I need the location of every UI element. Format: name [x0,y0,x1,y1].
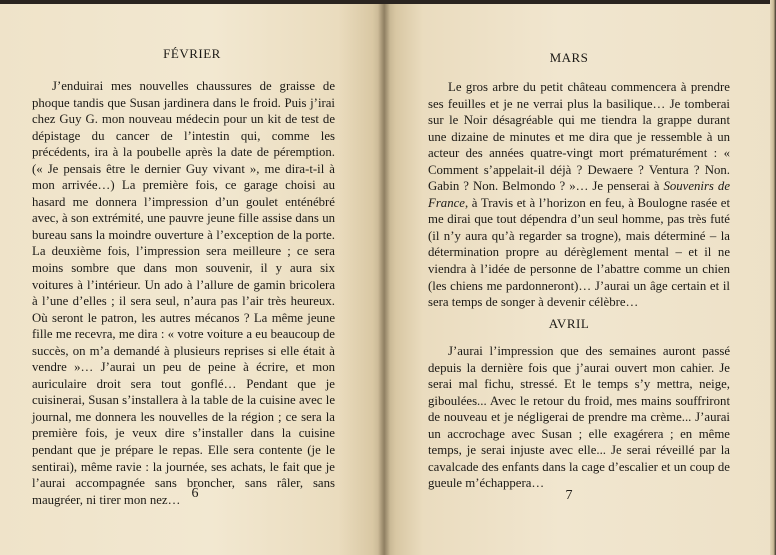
left-page [0,0,384,555]
march-italic-title: Souvenirs de France [428,179,730,210]
march-text-start: Le gros arbre du petit château commencera à prendre ses feuilles et je ne verrai plus la basilique… Je tomberai sur le Noir désagréable qui me tiendra la grappe durant une dizaine de minutes et me dira que je ressemble à un acteur des années quatre-vingt mort prématurément : « Comment s’appelait-il déjà ? Dewaere ? Ventura ? Non. Gabin ? Non. Belmondo ? »… Je penserai à [428,80,730,194]
right-edge-shadow [770,0,776,555]
april-subheader: AVRIL [548,316,590,331]
left-page-body [32,78,335,508]
left-page-header: FÉVRIER [163,46,221,61]
right-page [384,0,776,555]
march-text-end: , à Travis et à l’horizon en feu, à Boulogne rasée et me dirai que tout dépendra d’un seul homme, pas très futé (il n’y aura qu’à regarder sa trogne), mais déterminé – la détermination propre au dérèglement mental – et il ne viendra à l’idée de personne de l’abattre comme un chien (les chiens me pardonneront)… J’aurai un âge certain et il sera temps de songer à devenir célèbre… [428,195,730,310]
right-page-body-april [428,343,730,492]
top-edge-shadow [0,0,776,4]
book-gutter-shadow [378,0,390,555]
right-page-body-march [428,79,730,311]
march-paragraph [428,79,730,311]
left-page-paragraph: J’enduirai mes nouvelles chaussures de graisse de phoque tandis que Susan jardinera dans le froid. Puis j’irai chez Guy G. mon nouveau médecin pour un kit de test de dépistage du cancer de l’intestin qui, comme les précédents, ira à la poubelle après la date de péremption. (« Je pensais être le dernier Guy vivant », me dira-t-il à mon arrivée…) La première fois, ce garage choisi au hasard me donnera l’impression d’un goulet enténébré avec, à son extrémité, une pauvre jeune fille assise dans un bureau sans la moindre ouverture à l’exception de la porte. La deuxième fois, l’impression sera meilleure ; ce sera moins sombre que dans mon souvenir, il y aura six voitures à l’intérieur. Un ado à l’allure de gamin bricolera à l’une d’elles ; il sera seul, n’aura pas l’air très heureux. Où seront le patron, les autres mécanos ? La même jeune fille me recevra, me dira : « votre voiture a eu beaucoup de succès, on m’a demandé à plusieurs reprises si elle était à vendre »… J’aurai un peu de peine à écrire, et mon auriculaire droit sera tout gonflé… Pendant que je cuisinerai, Susan s’installera à la table de la cuisine avec le journal, me donnera les nouvelles de la région ; ce sera la première fois, je veux dire s’installer dans la cuisine pendant que je prépare le repas. Elle sera contente (je le sentirai), même ravie : la journée, ses achats, le fait que je l’aurai accompagnée sans broncher, sans râler, sans maugréer, ni tirer mon nez… [32,79,335,507]
left-page-number: 6 [191,486,199,501]
right-page-header: MARS [549,50,589,65]
april-paragraph: J’aurai l’impression que des semaines auront passé depuis la dernière fois que j’aurai ouvert mon cahier. Je serai mal fichu, stressé. Et le temps s’y mettra, neige, giboulées... Avec le retour du froid, mes mains souffriront de nouveau et je négligerai de prendre ma crème... J’aurai un accrochage avec Susan ; elle exagérera ; en même temps, je serai injuste avec elle... Je serai réveillé par la cavalcade des enfants dans la cage d’escalier et un coup de gueule m’échappera… [428,344,730,491]
right-page-number: 7 [565,488,573,503]
